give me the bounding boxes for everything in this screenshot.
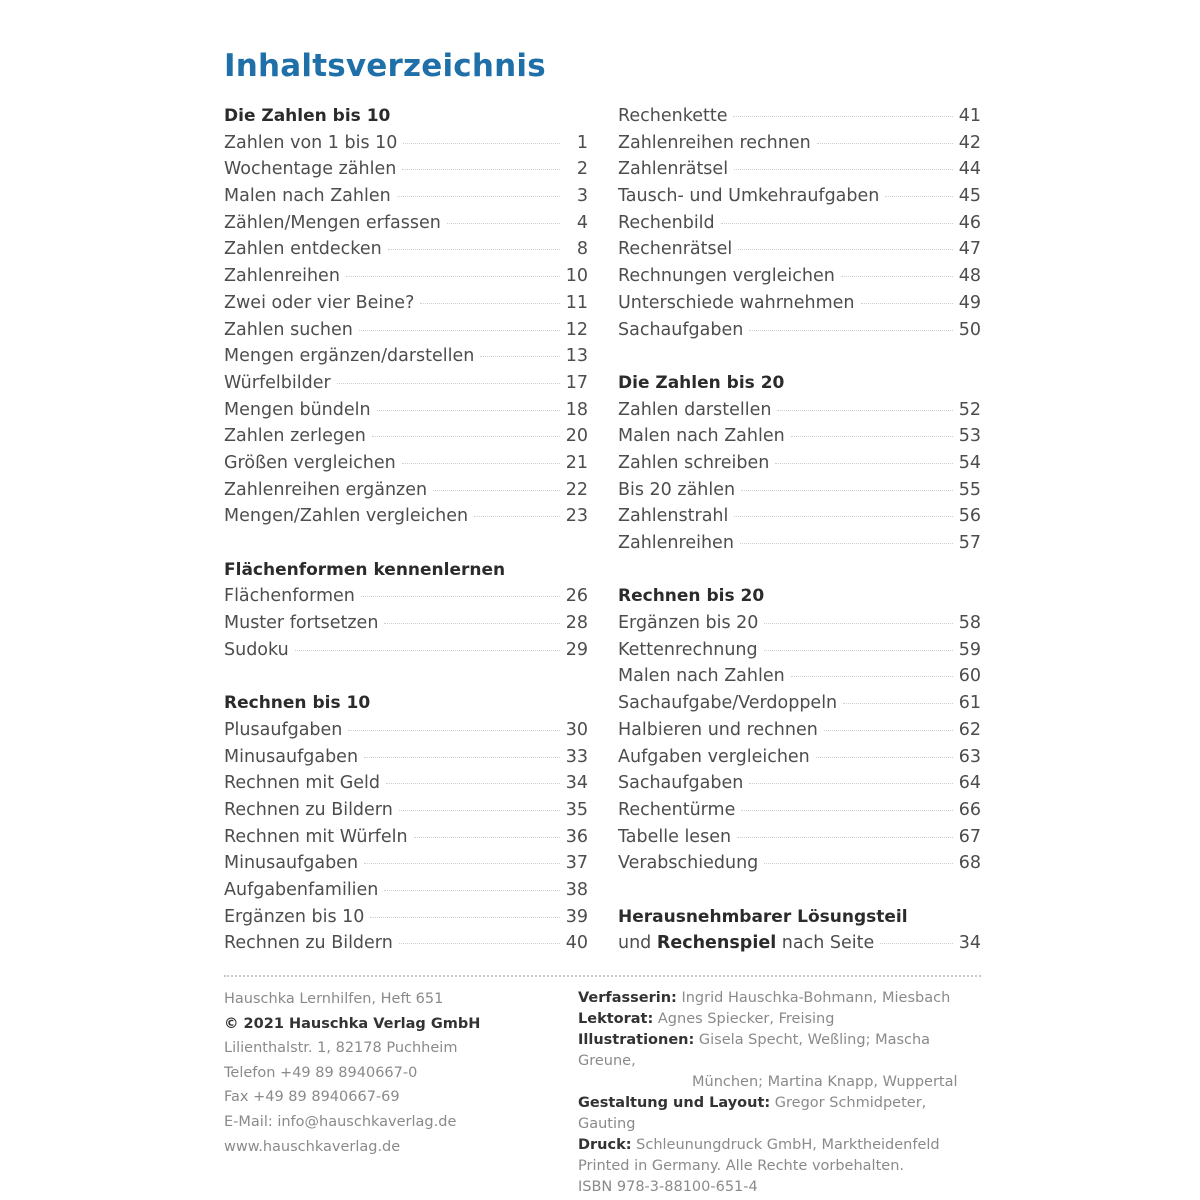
entry-page: 22 bbox=[565, 479, 588, 500]
entry-page: 60 bbox=[958, 666, 981, 687]
toc-entry bbox=[224, 477, 588, 504]
dot-leader bbox=[737, 837, 953, 838]
section-heading: Die Zahlen bis 10 bbox=[224, 106, 391, 126]
toc-entry bbox=[224, 210, 588, 237]
imprint-series: Hauschka Lernhilfen, Heft 651 bbox=[224, 991, 444, 1007]
dot-leader bbox=[447, 223, 560, 224]
toc-entry bbox=[224, 290, 588, 317]
dot-leader bbox=[346, 276, 560, 277]
dot-leader bbox=[764, 650, 953, 651]
entry-title: Würfelbilder bbox=[224, 372, 331, 393]
toc-entry bbox=[618, 850, 981, 877]
dot-leader bbox=[734, 169, 953, 170]
toc-entry bbox=[224, 130, 588, 157]
dot-leader bbox=[399, 943, 560, 944]
entry-page: 58 bbox=[958, 613, 981, 634]
entry-title: Rechenrätsel bbox=[618, 239, 733, 260]
toc-section bbox=[618, 103, 981, 343]
entry-title: Aufgabenfamilien bbox=[224, 879, 379, 900]
toc-entry bbox=[618, 183, 981, 210]
credit-editing bbox=[578, 1009, 988, 1030]
toc-entry bbox=[224, 824, 588, 851]
entry-title: Zahlen entdecken bbox=[224, 239, 382, 260]
entry-page: 3 bbox=[576, 186, 588, 207]
dot-leader bbox=[738, 249, 952, 250]
dot-leader bbox=[740, 543, 953, 544]
dot-leader bbox=[402, 463, 560, 464]
toc-entry bbox=[224, 877, 588, 904]
toc-entry bbox=[618, 103, 981, 130]
entry-title: Rechnungen vergleichen bbox=[618, 266, 835, 287]
toc-entry bbox=[618, 824, 981, 851]
imprint-email: E-Mail: info@hauschkaverlag.de bbox=[224, 1113, 457, 1130]
entry-page: 46 bbox=[958, 212, 981, 233]
dot-leader bbox=[399, 810, 560, 811]
entry-title: Zahlen von 1 bis 10 bbox=[224, 132, 398, 153]
toc-right-column bbox=[618, 103, 981, 984]
toc-entry bbox=[224, 343, 588, 370]
dot-leader bbox=[348, 730, 559, 731]
credit-editing-label: Lektorat: bbox=[578, 1011, 654, 1027]
entry-page: 44 bbox=[958, 159, 981, 180]
toc-entry bbox=[618, 236, 981, 263]
entry-title: Verabschiedung bbox=[618, 853, 759, 874]
toc-entry bbox=[618, 210, 981, 237]
entry-page: 40 bbox=[565, 933, 588, 954]
toc-entry bbox=[224, 317, 588, 344]
entry-page: 64 bbox=[958, 773, 981, 794]
dot-leader bbox=[480, 356, 559, 357]
entry-page: 57 bbox=[958, 533, 981, 553]
dot-leader bbox=[361, 596, 560, 597]
entry-page: 17 bbox=[565, 372, 588, 393]
solutions-heading: Herausnehmbarer Lösungsteil bbox=[618, 906, 908, 927]
entry-title: Zahlenstrahl bbox=[618, 506, 729, 527]
toc-entry bbox=[618, 317, 981, 344]
entry-title: Ergänzen bis 10 bbox=[224, 906, 365, 927]
entry-title: Zahlen darstellen bbox=[618, 399, 772, 420]
credit-author-label: Verfasserin: bbox=[578, 990, 677, 1006]
dot-leader bbox=[402, 169, 560, 170]
entry-title: Rechnen mit Geld bbox=[224, 773, 380, 794]
entry-title: Tausch- und Umkehraufgaben bbox=[618, 186, 880, 207]
solutions-prefix: und bbox=[618, 933, 652, 954]
credit-author-value: Ingrid Hauschka-Bohmann, Miesbach bbox=[681, 990, 951, 1006]
toc-entry bbox=[224, 423, 588, 450]
entry-title: Kettenrechnung bbox=[618, 639, 758, 660]
entry-page: 30 bbox=[565, 719, 588, 740]
entry-title: Halbieren und rechnen bbox=[618, 719, 818, 740]
dot-leader bbox=[764, 863, 952, 864]
entry-page: 67 bbox=[958, 826, 981, 847]
entry-title: Zahlenrätsel bbox=[618, 159, 729, 180]
toc-entry bbox=[618, 263, 981, 290]
toc-entry bbox=[224, 717, 588, 744]
entry-title: Rechenbild bbox=[618, 212, 715, 233]
entry-page: 38 bbox=[565, 879, 588, 900]
entry-title: Größen vergleichen bbox=[224, 452, 396, 473]
dot-leader bbox=[741, 810, 952, 811]
entry-title: Bis 20 zählen bbox=[618, 479, 736, 500]
credit-print-label: Druck: bbox=[578, 1137, 632, 1153]
entry-title: Unterschiede wahrnehmen bbox=[618, 292, 855, 313]
dot-leader bbox=[370, 917, 559, 918]
dot-leader bbox=[377, 410, 560, 411]
toc-left-column bbox=[224, 103, 588, 984]
imprint-copyright: © 2021 Hauschka Verlag GmbH bbox=[224, 1015, 481, 1032]
entry-page: 12 bbox=[565, 319, 588, 340]
entry-title: Sudoku bbox=[224, 639, 289, 660]
toc-section bbox=[224, 690, 588, 957]
toc-entry bbox=[618, 770, 981, 797]
imprint-website: www.hauschkaverlag.de bbox=[224, 1138, 401, 1155]
entry-title: Rechenkette bbox=[618, 106, 728, 126]
entry-title: Rechnen mit Würfeln bbox=[224, 826, 408, 847]
dot-leader bbox=[777, 410, 952, 411]
entry-title: Flächenformen bbox=[224, 586, 355, 607]
dot-leader bbox=[733, 116, 952, 117]
solutions-line bbox=[618, 930, 981, 957]
entry-page: 21 bbox=[565, 452, 588, 473]
dot-leader bbox=[433, 490, 560, 491]
entry-page: 63 bbox=[958, 746, 981, 767]
entry-page: 55 bbox=[958, 479, 981, 500]
toc-entry bbox=[618, 797, 981, 824]
entry-title: Plusaufgaben bbox=[224, 719, 343, 740]
entry-title: Zahlenreihen bbox=[224, 266, 340, 287]
entry-title: Zwei oder vier Beine? bbox=[224, 292, 415, 313]
imprint-credits bbox=[578, 988, 988, 1198]
dot-leader bbox=[372, 436, 560, 437]
entry-page: 47 bbox=[958, 239, 981, 260]
entry-title: Aufgaben vergleichen bbox=[618, 746, 810, 767]
entry-page: 41 bbox=[958, 106, 981, 126]
dot-leader bbox=[824, 730, 953, 731]
imprint-publisher bbox=[224, 987, 480, 1159]
toc-entry bbox=[618, 690, 981, 717]
entry-page: 50 bbox=[958, 319, 981, 340]
credit-print-value: Schleunungdruck GmbH, Marktheidenfeld bbox=[636, 1137, 940, 1153]
entry-page: 11 bbox=[565, 292, 588, 313]
entry-title: Sachaufgabe/Verdoppeln bbox=[618, 693, 838, 714]
entry-page: 39 bbox=[565, 906, 588, 927]
entry-page: 68 bbox=[958, 853, 981, 874]
entry-page: 42 bbox=[958, 132, 981, 153]
entry-title: Zahlenreihen ergänzen bbox=[224, 479, 428, 500]
entry-title: Mengen/Zahlen vergleichen bbox=[224, 506, 469, 527]
entry-page: 59 bbox=[958, 639, 981, 660]
dot-leader bbox=[749, 330, 952, 331]
entry-title: Wochentage zählen bbox=[224, 159, 397, 180]
toc-entry bbox=[618, 423, 981, 450]
dot-leader bbox=[885, 196, 952, 197]
entry-title: Zahlen schreiben bbox=[618, 452, 770, 473]
toc-entry bbox=[618, 156, 981, 183]
entry-page: 36 bbox=[565, 826, 588, 847]
entry-title: Tabelle lesen bbox=[618, 826, 732, 847]
credit-rights: Printed in Germany. Alle Rechte vorbehalten. bbox=[578, 1158, 904, 1174]
entry-page: 13 bbox=[565, 346, 588, 367]
toc-entry bbox=[224, 850, 588, 877]
solutions-note bbox=[618, 904, 981, 957]
toc-entry bbox=[224, 503, 588, 530]
dot-leader bbox=[386, 783, 560, 784]
credit-author bbox=[578, 988, 988, 1009]
entry-page: 1 bbox=[576, 132, 588, 153]
dot-leader bbox=[384, 890, 559, 891]
entry-page: 29 bbox=[565, 639, 588, 660]
imprint-phone: Telefon +49 89 8940667-0 bbox=[224, 1064, 418, 1081]
entry-title: Zahlen zerlegen bbox=[224, 426, 366, 447]
dot-leader bbox=[817, 143, 953, 144]
entry-title: Zahlenreihen rechnen bbox=[618, 132, 811, 153]
entry-title: Rechnen zu Bildern bbox=[224, 799, 393, 820]
entry-title: Malen nach Zahlen bbox=[224, 186, 391, 207]
dot-leader bbox=[474, 516, 560, 517]
credit-design-value: Gregor Schmidpeter, Gauting bbox=[578, 1095, 927, 1132]
toc-entry bbox=[224, 263, 588, 290]
entry-page: 61 bbox=[958, 693, 981, 714]
toc-entry bbox=[224, 370, 588, 397]
dot-leader bbox=[364, 757, 560, 758]
dot-leader bbox=[791, 676, 953, 677]
entry-page: 20 bbox=[565, 426, 588, 447]
entry-page: 52 bbox=[958, 399, 981, 420]
entry-page: 45 bbox=[958, 186, 981, 207]
credit-illustrations-cont: München; Martina Knapp, Wuppertal bbox=[692, 1074, 958, 1090]
entry-page: 18 bbox=[565, 399, 588, 420]
entry-page: 35 bbox=[565, 799, 588, 820]
dot-leader bbox=[841, 276, 953, 277]
entry-page: 8 bbox=[576, 239, 588, 260]
dot-leader bbox=[861, 303, 953, 304]
toc-entry bbox=[618, 610, 981, 637]
entry-page: 53 bbox=[958, 426, 981, 447]
toc-entry bbox=[224, 610, 588, 637]
imprint-address: Lilienthalstr. 1, 82178 Puchheim bbox=[224, 1040, 458, 1057]
dot-leader bbox=[791, 436, 953, 437]
dot-leader bbox=[880, 943, 952, 944]
credit-illustrations-label: Illustrationen: bbox=[578, 1032, 695, 1048]
imprint-fax: Fax +49 89 8940667-69 bbox=[224, 1089, 400, 1106]
entry-page: 66 bbox=[958, 799, 981, 820]
dot-leader bbox=[816, 757, 953, 758]
entry-title: Zahlen suchen bbox=[224, 319, 353, 340]
dot-leader bbox=[843, 703, 953, 704]
entry-title: Sachaufgaben bbox=[618, 773, 744, 794]
section-heading: Flächenformen kennenlernen bbox=[224, 559, 506, 580]
toc-entry bbox=[224, 583, 588, 610]
toc-section bbox=[618, 583, 981, 877]
dot-leader bbox=[749, 783, 952, 784]
toc-entry bbox=[618, 290, 981, 317]
solutions-page: 34 bbox=[958, 933, 981, 954]
entry-page: 48 bbox=[958, 266, 981, 287]
toc-entry bbox=[618, 130, 981, 157]
entry-title: Minusaufgaben bbox=[224, 853, 359, 874]
dot-leader bbox=[388, 249, 560, 250]
toc-entry bbox=[618, 717, 981, 744]
entry-page: 34 bbox=[565, 773, 588, 794]
dot-leader bbox=[764, 623, 952, 624]
entry-page: 26 bbox=[565, 586, 588, 607]
entry-page: 4 bbox=[576, 212, 588, 233]
dot-leader bbox=[741, 490, 953, 491]
entry-title: Mengen ergänzen/darstellen bbox=[224, 346, 475, 367]
section-heading: Rechnen bis 10 bbox=[224, 693, 371, 714]
toc-entry bbox=[224, 930, 588, 957]
dot-leader bbox=[734, 516, 952, 517]
toc-entry bbox=[618, 503, 981, 530]
dot-leader bbox=[295, 650, 560, 651]
credit-isbn: ISBN 978-3-88100-651-4 bbox=[578, 1179, 758, 1195]
dot-leader bbox=[414, 837, 560, 838]
dot-leader bbox=[721, 223, 953, 224]
entry-title: Rechentürme bbox=[618, 799, 736, 820]
entry-title: Ergänzen bis 20 bbox=[618, 613, 759, 634]
toc-entry bbox=[224, 744, 588, 771]
toc-entry bbox=[618, 637, 981, 664]
dot-leader bbox=[397, 196, 560, 197]
dot-leader bbox=[384, 623, 559, 624]
toc-entry bbox=[224, 904, 588, 931]
entry-title: Mengen bündeln bbox=[224, 399, 371, 420]
credit-print bbox=[578, 1135, 988, 1156]
entry-page: 2 bbox=[576, 159, 588, 180]
toc-entry bbox=[224, 637, 588, 664]
solutions-game: Rechenspiel bbox=[656, 933, 777, 954]
entry-title: Minusaufgaben bbox=[224, 746, 359, 767]
toc-entry bbox=[618, 530, 981, 557]
toc-entry bbox=[224, 797, 588, 824]
dot-leader bbox=[364, 863, 560, 864]
toc-section bbox=[224, 557, 588, 664]
entry-page: 28 bbox=[565, 613, 588, 634]
toc-entry bbox=[224, 156, 588, 183]
section-heading: Rechnen bis 20 bbox=[618, 586, 765, 607]
entry-title: Rechnen zu Bildern bbox=[224, 933, 393, 954]
entry-title: Zahlenreihen bbox=[618, 533, 734, 553]
entry-title: Sachaufgaben bbox=[618, 319, 744, 340]
toc-entry bbox=[224, 450, 588, 477]
entry-title: Zählen/Mengen erfassen bbox=[224, 212, 441, 233]
dot-leader bbox=[403, 143, 560, 144]
entry-page: 54 bbox=[958, 452, 981, 473]
toc-entry bbox=[618, 450, 981, 477]
entry-title: Malen nach Zahlen bbox=[618, 426, 785, 447]
toc-section bbox=[618, 370, 981, 557]
credit-illustrations bbox=[578, 1030, 988, 1072]
toc-entry bbox=[224, 183, 588, 210]
toc-entry bbox=[618, 663, 981, 690]
footer-divider bbox=[224, 975, 981, 977]
toc-section bbox=[224, 103, 588, 530]
toc-entry bbox=[618, 477, 981, 504]
entry-page: 10 bbox=[565, 266, 588, 287]
entry-page: 56 bbox=[958, 506, 981, 527]
dot-leader bbox=[359, 330, 560, 331]
toc-entry bbox=[224, 770, 588, 797]
dot-leader bbox=[775, 463, 952, 464]
entry-page: 33 bbox=[565, 746, 588, 767]
toc-entry bbox=[618, 397, 981, 424]
page-title: Inhaltsverzeichnis bbox=[224, 48, 546, 84]
toc-entry bbox=[224, 236, 588, 263]
solutions-suffix: nach Seite bbox=[781, 933, 875, 954]
entry-title: Muster fortsetzen bbox=[224, 613, 379, 634]
credit-illustrations-value-1: Gisela Specht, Weßling; Mascha Greune, bbox=[578, 1032, 931, 1069]
entry-page: 49 bbox=[958, 292, 981, 313]
entry-title: Malen nach Zahlen bbox=[618, 666, 785, 687]
credit-design bbox=[578, 1093, 988, 1135]
entry-page: 62 bbox=[958, 719, 981, 740]
entry-page: 37 bbox=[565, 853, 588, 874]
credit-editing-value: Agnes Spiecker, Freising bbox=[657, 1011, 835, 1027]
credit-design-label: Gestaltung und Layout: bbox=[578, 1095, 771, 1111]
dot-leader bbox=[337, 383, 560, 384]
dot-leader bbox=[420, 303, 559, 304]
toc-entry bbox=[618, 744, 981, 771]
entry-page: 23 bbox=[565, 506, 588, 527]
toc-entry bbox=[224, 397, 588, 424]
section-heading: Die Zahlen bis 20 bbox=[618, 372, 785, 393]
